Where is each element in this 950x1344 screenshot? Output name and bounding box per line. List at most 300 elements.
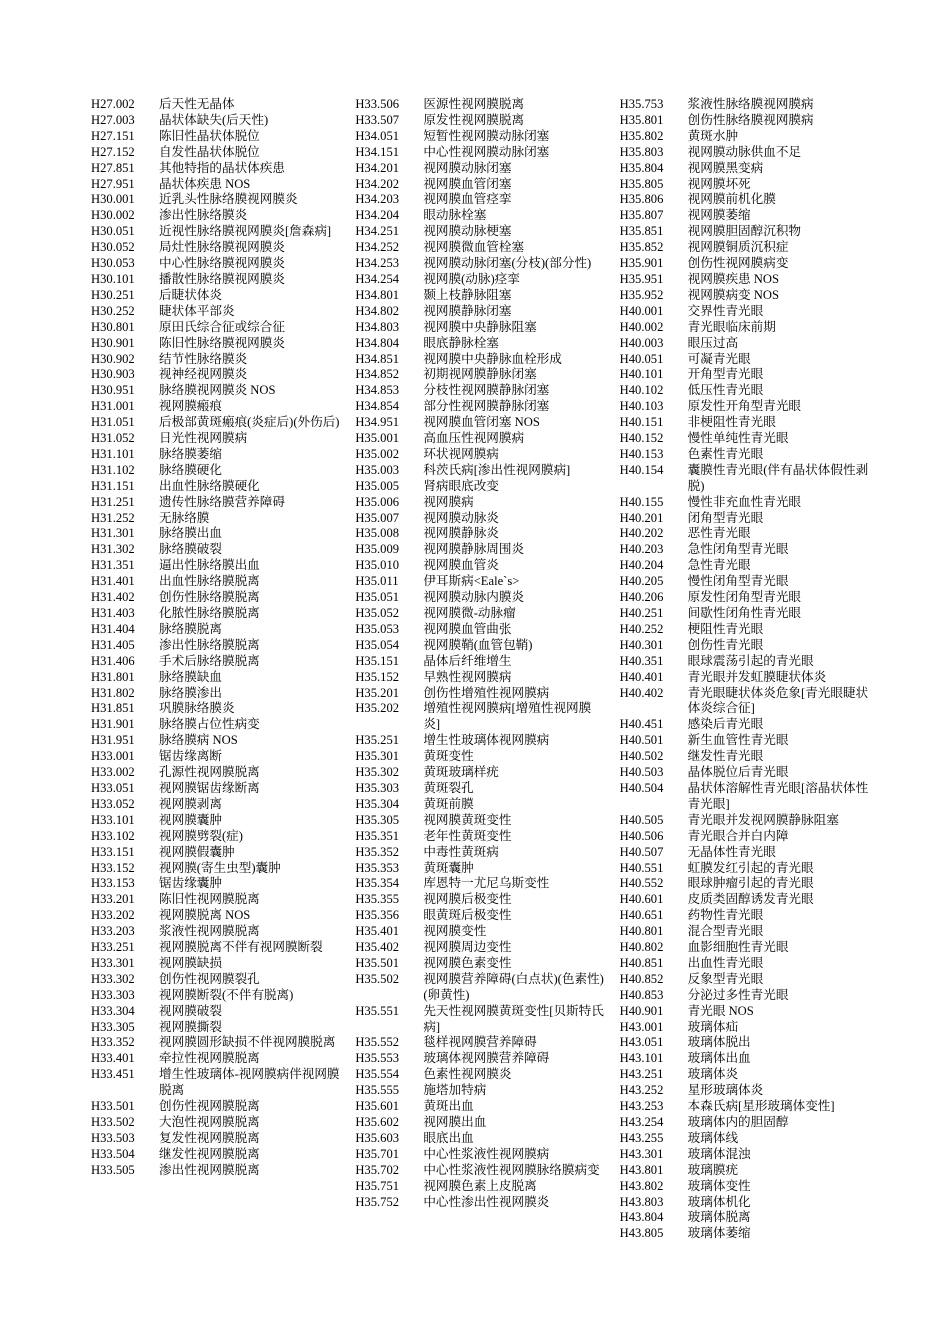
code-entry [355, 129, 606, 145]
code-entry [355, 399, 606, 415]
diagnosis-description: 增生性玻璃体视网膜病 [423, 733, 550, 748]
diagnosis-description: 无晶体性青光眼 [687, 844, 776, 859]
code-entry [620, 717, 871, 733]
diagnosis-code: H35.402 [355, 940, 400, 955]
diagnosis-description: 急性青光眼 [687, 558, 751, 573]
code-entry [91, 924, 342, 940]
diagnosis-code: H43.802 [619, 1178, 664, 1193]
code-entry [355, 749, 606, 765]
diagnosis-code: H35.007 [355, 510, 400, 525]
code-entry [620, 113, 871, 129]
diagnosis-description: 分枝性视网膜静脉闭塞 [423, 383, 550, 398]
code-entry [620, 638, 871, 654]
code-entry [91, 526, 342, 542]
diagnosis-description: 黄斑出血 [423, 1099, 474, 1114]
diagnosis-description: 浆液性视网膜脱离 [159, 924, 260, 939]
diagnosis-code: H40.402 [619, 685, 664, 700]
code-entry [355, 1004, 606, 1036]
diagnosis-description: 玻璃体机化 [687, 1194, 751, 1209]
code-entry [91, 320, 342, 336]
code-entry [620, 1210, 871, 1226]
diagnosis-description: 中心性浆液性视网膜脉络膜病变 [423, 1162, 600, 1177]
diagnosis-code: H35.051 [355, 590, 400, 605]
diagnosis-description: 眼底静脉栓塞 [423, 335, 499, 350]
diagnosis-code: H35.010 [355, 558, 400, 573]
code-entry [355, 161, 606, 177]
diagnosis-code: H40.401 [619, 669, 664, 684]
diagnosis-description: 渗出性脉络膜脱离 [159, 637, 260, 652]
diagnosis-description: 环状视网膜病 [423, 446, 499, 461]
code-entry [620, 192, 871, 208]
diagnosis-description: 复发性视网膜脱离 [159, 1130, 260, 1145]
diagnosis-description: 孔源性视网膜脱离 [159, 765, 260, 780]
diagnosis-description: 反象型青光眼 [687, 971, 764, 986]
diagnosis-code: H34.803 [355, 319, 400, 334]
diagnosis-code: H35.054 [355, 637, 400, 652]
diagnosis-code: H40.505 [619, 812, 664, 827]
code-entry [355, 654, 606, 670]
diagnosis-description: 伊耳斯病<Eale`s> [423, 574, 520, 589]
diagnosis-code: H35.001 [355, 431, 400, 446]
diagnosis-code: H40.153 [619, 446, 664, 461]
diagnosis-description: 视网膜锯齿缘断离 [159, 780, 260, 795]
code-entry [620, 129, 871, 145]
code-entry [355, 797, 606, 813]
diagnosis-description: 晶状体疾患 NOS [159, 176, 251, 191]
diagnosis-code: H43.051 [619, 1035, 664, 1050]
code-entry [620, 1131, 871, 1147]
code-entry [355, 1051, 606, 1067]
diagnosis-code: H27.003 [91, 112, 135, 127]
diagnosis-code: H33.506 [355, 97, 400, 111]
diagnosis-description: 低压性青光眼 [687, 383, 764, 398]
diagnosis-code: H40.002 [619, 319, 664, 334]
diagnosis-code: H27.851 [91, 160, 135, 175]
code-entry [355, 177, 606, 193]
code-entry [620, 972, 871, 988]
code-entry [620, 288, 871, 304]
diagnosis-description: 视网膜静脉闭塞 [423, 303, 512, 318]
diagnosis-code: H35.851 [619, 224, 664, 239]
diagnosis-description: 视网膜变性 [423, 924, 487, 939]
diagnosis-code: H33.401 [91, 1051, 135, 1066]
diagnosis-description: 脉络膜缺血 [159, 669, 222, 684]
diagnosis-code: H35.008 [355, 526, 400, 541]
diagnosis-description: 手术后脉络膜脱离 [159, 653, 260, 668]
code-entry [355, 495, 606, 511]
diagnosis-description: 视网膜破裂 [159, 1003, 222, 1018]
diagnosis-description: 后睫状体炎 [159, 287, 222, 302]
diagnosis-code: H31.102 [91, 462, 135, 477]
code-entry [91, 638, 342, 654]
diagnosis-code: H33.002 [91, 765, 135, 780]
diagnosis-description: 增殖性视网膜病[增殖性视网膜炎] [423, 701, 592, 732]
code-entry [355, 670, 606, 686]
diagnosis-description: 玻璃膜疣 [687, 1162, 739, 1177]
code-entry [355, 940, 606, 956]
diagnosis-description: 视网膜劈裂(症) [159, 828, 243, 843]
diagnosis-code: H35.351 [355, 828, 400, 843]
diagnosis-description: 视网膜胆固醇沉积物 [687, 224, 801, 239]
diagnosis-code: H35.354 [355, 876, 400, 891]
diagnosis-code: H35.753 [619, 97, 664, 111]
code-entry [91, 161, 342, 177]
code-entry [91, 654, 342, 670]
code-entry [91, 1035, 342, 1051]
diagnosis-code: H30.101 [91, 271, 135, 286]
code-entry [355, 415, 606, 431]
code-entry [620, 590, 871, 606]
code-entry [620, 654, 871, 670]
diagnosis-description: 眼动脉栓塞 [423, 208, 487, 223]
code-entry [91, 972, 342, 988]
code-entry [620, 145, 871, 161]
diagnosis-code: H40.601 [619, 892, 664, 907]
code-entry [620, 240, 871, 256]
diagnosis-code: H43.251 [619, 1067, 664, 1082]
code-entry [355, 622, 606, 638]
diagnosis-code: H40.252 [619, 621, 664, 636]
diagnosis-code: H35.353 [355, 860, 400, 875]
code-entry [355, 701, 606, 733]
diagnosis-code: H35.551 [355, 1003, 400, 1018]
code-entry [620, 304, 871, 320]
code-entry [355, 320, 606, 336]
diagnosis-code: H35.901 [619, 256, 664, 271]
diagnosis-code: H31.252 [91, 510, 135, 525]
diagnosis-code: H30.801 [91, 319, 135, 334]
diagnosis-description: 黄斑水肿 [687, 128, 739, 143]
diagnosis-description: 眼底出血 [423, 1130, 474, 1145]
code-entry [620, 892, 871, 908]
code-entry [620, 495, 871, 511]
code-entry [91, 781, 342, 797]
diagnosis-code: H33.305 [91, 1019, 135, 1034]
diagnosis-code: H31.251 [91, 494, 135, 509]
diagnosis-code: H35.806 [619, 192, 664, 207]
code-entry [620, 224, 871, 240]
code-entry [91, 574, 342, 590]
code-entry [620, 272, 871, 288]
diagnosis-code: H30.052 [91, 240, 135, 255]
code-entry [620, 765, 871, 781]
diagnosis-code: H35.751 [355, 1178, 400, 1193]
diagnosis-description: 中毒性黄斑病 [423, 844, 499, 859]
diagnosis-code: H40.151 [619, 415, 664, 430]
diagnosis-code: H35.807 [619, 208, 664, 223]
diagnosis-description: 视网膜血管闭塞 NOS [423, 415, 540, 430]
diagnosis-description: 视网膜血管炎 [423, 558, 499, 573]
diagnosis-code: H33.505 [91, 1162, 135, 1177]
diagnosis-code: H35.852 [619, 240, 664, 255]
diagnosis-description: 施塔加特病 [423, 1083, 487, 1098]
diagnosis-description: 视网膜前机化膜 [687, 192, 776, 207]
diagnosis-code: H35.301 [355, 749, 400, 764]
diagnosis-code: H34.801 [355, 287, 400, 302]
code-entry [91, 1020, 342, 1036]
diagnosis-description: 星形玻璃体炎 [687, 1083, 764, 1098]
diagnosis-code: H35.356 [355, 908, 400, 923]
diagnosis-code: H34.802 [355, 303, 400, 318]
code-entry [91, 495, 342, 511]
diagnosis-code: H34.251 [355, 224, 400, 239]
code-list-page [91, 97, 871, 1242]
diagnosis-description: 创伤性视网膜病变 [687, 256, 789, 271]
diagnosis-description: 玻璃体出血 [687, 1051, 751, 1066]
diagnosis-code: H40.502 [619, 749, 664, 764]
diagnosis-code: H40.802 [619, 940, 664, 955]
diagnosis-code: H35.009 [355, 542, 400, 557]
code-entry [620, 383, 871, 399]
diagnosis-description: 视网膜静脉炎 [423, 526, 499, 541]
code-entry [620, 511, 871, 527]
diagnosis-code: H30.001 [91, 192, 135, 207]
code-entry [355, 542, 606, 558]
code-entry [620, 861, 871, 877]
diagnosis-code: H31.901 [91, 717, 135, 732]
diagnosis-description: 毯样视网膜营养障碍 [423, 1035, 537, 1050]
diagnosis-code: H35.555 [355, 1083, 400, 1098]
diagnosis-code: H35.805 [619, 176, 664, 191]
diagnosis-code: H35.804 [619, 160, 664, 175]
code-entry [620, 606, 871, 622]
code-entry [620, 1115, 871, 1131]
diagnosis-description: 青光眼临床前期 [687, 319, 776, 334]
diagnosis-description: 视网膜中央静脉血栓形成 [423, 351, 562, 366]
diagnosis-description: 视网膜中央静脉阻塞 [423, 319, 537, 334]
code-entry [91, 383, 342, 399]
code-entry [355, 876, 606, 892]
diagnosis-description: 色素性视网膜炎 [423, 1067, 512, 1082]
diagnosis-description: 皮质类固醇诱发青光眼 [687, 892, 814, 907]
diagnosis-code: H30.901 [91, 335, 135, 350]
diagnosis-code: H40.301 [619, 637, 664, 652]
diagnosis-description: 早熟性视网膜病 [423, 669, 512, 684]
diagnosis-code: H31.406 [91, 653, 135, 668]
diagnosis-description: 晶体后纤维增生 [423, 653, 512, 668]
code-entry [620, 1067, 871, 1083]
diagnosis-code: H33.303 [91, 987, 135, 1002]
diagnosis-code: H40.506 [619, 828, 664, 843]
diagnosis-code: H30.053 [91, 256, 135, 271]
diagnosis-description: 血影细胞性青光眼 [687, 940, 789, 955]
diagnosis-description: 梗阻性青光眼 [687, 621, 764, 636]
diagnosis-description: 无脉络膜 [159, 510, 210, 525]
diagnosis-code: H40.051 [619, 351, 664, 366]
code-entry [91, 590, 342, 606]
code-entry [91, 1099, 342, 1115]
code-entry [355, 224, 606, 240]
diagnosis-code: H40.852 [619, 971, 664, 986]
diagnosis-description: 感染后青光眼 [687, 717, 764, 732]
diagnosis-code: H33.001 [91, 749, 135, 764]
code-entry [355, 972, 606, 1004]
diagnosis-description: 黄斑前膜 [423, 796, 474, 811]
diagnosis-description: 脉络膜脱离 [159, 621, 222, 636]
diagnosis-description: 高血压性视网膜病 [423, 431, 525, 446]
diagnosis-description: 先天性视网膜黄斑变性[贝斯特氏病] [423, 1003, 604, 1034]
code-entry [91, 542, 342, 558]
code-entry [91, 224, 342, 240]
diagnosis-description: 慢性非充血性青光眼 [687, 494, 801, 509]
diagnosis-description: 其他特指的晶状体疾患 [159, 160, 285, 175]
diagnosis-code: H31.001 [91, 399, 135, 414]
diagnosis-description: 色素性青光眼 [687, 446, 764, 461]
diagnosis-code: H40.351 [619, 653, 664, 668]
diagnosis-description: 视网膜动脉供血不足 [687, 144, 801, 159]
code-entry [91, 447, 342, 463]
code-entry [91, 876, 342, 892]
diagnosis-code: H33.202 [91, 908, 135, 923]
code-entry [355, 367, 606, 383]
diagnosis-description: 陈旧性晶状体脱位 [159, 128, 260, 143]
diagnosis-code: H40.101 [619, 367, 664, 382]
diagnosis-description: 玻璃体混浊 [687, 1146, 751, 1161]
diagnosis-description: 出血性青光眼 [687, 955, 764, 970]
diagnosis-code: H40.552 [619, 876, 664, 891]
diagnosis-description: 肾病眼底改变 [423, 478, 499, 493]
code-entry [355, 288, 606, 304]
diagnosis-code: H40.853 [619, 987, 664, 1002]
code-entry [620, 622, 871, 638]
diagnosis-code: H40.501 [619, 733, 664, 748]
diagnosis-description: 部分性视网膜静脉闭塞 [423, 399, 550, 414]
diagnosis-code: H43.805 [619, 1226, 664, 1241]
diagnosis-code: H33.152 [91, 860, 135, 875]
diagnosis-code: H40.202 [619, 526, 664, 541]
diagnosis-description: 后极部黄斑瘢痕(炎症后)(外伤后) [159, 415, 340, 430]
diagnosis-code: H33.451 [91, 1067, 135, 1082]
code-entry [355, 606, 606, 622]
diagnosis-description: 浆液性脉络膜视网膜病 [687, 97, 814, 111]
diagnosis-description: 局灶性脉络膜视网膜炎 [159, 240, 285, 255]
code-entry [620, 558, 871, 574]
code-entry [355, 1179, 606, 1195]
diagnosis-code: H43.301 [619, 1146, 664, 1161]
diagnosis-description: 分泌过多性青光眼 [687, 987, 789, 1002]
diagnosis-code: H35.501 [355, 955, 400, 970]
code-entry [91, 1067, 342, 1099]
diagnosis-code: H35.802 [619, 128, 664, 143]
diagnosis-code: H35.803 [619, 144, 664, 159]
code-entry [91, 240, 342, 256]
diagnosis-code: H40.504 [619, 780, 664, 795]
diagnosis-description: 脉络膜视网膜炎 NOS [159, 383, 276, 398]
diagnosis-description: 视网膜周边变性 [423, 940, 512, 955]
diagnosis-description: 中心性视网膜动脉闭塞 [423, 144, 550, 159]
diagnosis-code: H40.102 [619, 383, 664, 398]
diagnosis-description: 视网膜色素变性 [423, 955, 512, 970]
code-entry [620, 463, 871, 495]
diagnosis-description: 库恩特一尤尼乌斯变性 [423, 876, 550, 891]
code-entry [620, 988, 871, 1004]
diagnosis-description: 创伤性视网膜脱离 [159, 1099, 260, 1114]
diagnosis-code: H40.251 [619, 606, 664, 620]
diagnosis-description: 急性闭角型青光眼 [687, 542, 789, 557]
diagnosis-description: 玻璃体线 [687, 1130, 739, 1145]
diagnosis-description: 播散性脉络膜视网膜炎 [159, 271, 285, 286]
diagnosis-code: H31.051 [91, 415, 135, 430]
diagnosis-code: H35.554 [355, 1067, 400, 1082]
code-entry [355, 733, 606, 749]
code-entry [355, 304, 606, 320]
code-entry [91, 97, 342, 113]
diagnosis-description: 视网膜圆形缺损不伴视网膜脱离 [159, 1035, 336, 1050]
diagnosis-code: H31.405 [91, 637, 135, 652]
code-entry [620, 908, 871, 924]
diagnosis-code: H35.951 [619, 271, 664, 286]
diagnosis-description: 视网膜动脉炎 [423, 510, 499, 525]
diagnosis-code: H40.204 [619, 558, 664, 573]
code-entry [355, 336, 606, 352]
diagnosis-code: H40.503 [619, 765, 664, 780]
diagnosis-description: 视网膜血管闭塞 [423, 176, 512, 191]
code-entry [620, 1226, 871, 1242]
diagnosis-description: 玻璃体炎 [687, 1067, 739, 1082]
code-entry [620, 415, 871, 431]
code-entry [91, 256, 342, 272]
code-entry [620, 1035, 871, 1051]
code-entry [355, 638, 606, 654]
diagnosis-code: H35.304 [355, 796, 400, 811]
code-entry [355, 526, 606, 542]
diagnosis-code: H35.251 [355, 733, 400, 748]
diagnosis-description: 玻璃体萎缩 [687, 1226, 751, 1241]
code-entry [355, 240, 606, 256]
diagnosis-code: H35.003 [355, 462, 400, 477]
diagnosis-description: 眼球震荡引起的青光眼 [687, 653, 814, 668]
diagnosis-code: H34.854 [355, 399, 400, 414]
code-entry [620, 208, 871, 224]
diagnosis-code: H33.301 [91, 955, 135, 970]
code-entry [355, 845, 606, 861]
code-entry [620, 1147, 871, 1163]
code-entry [355, 145, 606, 161]
diagnosis-code: H43.804 [619, 1210, 664, 1225]
diagnosis-description: 视网膜坏死 [687, 176, 751, 191]
code-entry [620, 781, 871, 813]
diagnosis-description: 视网膜病 [423, 494, 474, 509]
diagnosis-description: 视网膜营养障碍(白点状)(色素性)(卵黄性) [423, 971, 604, 1002]
diagnosis-description: 脉络膜占位性病变 [159, 717, 260, 732]
code-entry [91, 145, 342, 161]
diagnosis-code: H35.352 [355, 844, 400, 859]
diagnosis-description: 黄斑变性 [423, 749, 474, 764]
diagnosis-description: 视网膜动脉梗塞 [423, 224, 512, 239]
column-3 [620, 97, 871, 1242]
diagnosis-code: H43.254 [619, 1115, 664, 1129]
code-entry [620, 447, 871, 463]
diagnosis-description: 视网膜疾患 NOS [687, 271, 779, 286]
diagnosis-code: H40.003 [619, 335, 664, 350]
diagnosis-description: 视网膜动脉闭塞 [423, 160, 512, 175]
code-entry [91, 288, 342, 304]
diagnosis-description: 视网膜后极变性 [423, 892, 512, 907]
diagnosis-code: H35.302 [355, 765, 400, 780]
diagnosis-description: 大泡性视网膜脱离 [159, 1115, 260, 1129]
diagnosis-code: H40.551 [619, 860, 664, 875]
diagnosis-code: H31.052 [91, 431, 135, 446]
diagnosis-description: 陈旧性脉络膜视网膜炎 [159, 335, 285, 350]
diagnosis-description: 后天性无晶体 [159, 97, 235, 111]
diagnosis-code: H35.601 [355, 1099, 400, 1114]
diagnosis-description: 玻璃体内的胆固醇 [687, 1115, 789, 1129]
diagnosis-description: 间歇性闭角性青光眼 [687, 606, 801, 620]
diagnosis-code: H35.355 [355, 892, 400, 907]
diagnosis-description: 原发性视网膜脱离 [423, 112, 525, 127]
diagnosis-description: 视网膜动脉闭塞(分枝)(部分性) [423, 256, 592, 271]
diagnosis-code: H31.402 [91, 590, 135, 605]
